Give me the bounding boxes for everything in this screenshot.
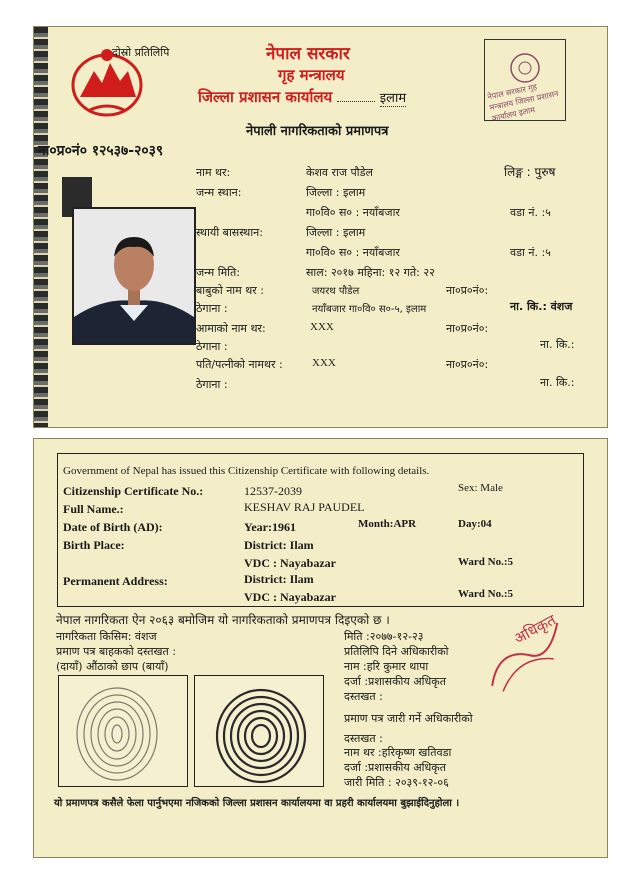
office-stamp: नेपाल सरकार गृह मन्त्रालय जिल्ला प्रशासन कार्यालय इलाम bbox=[484, 39, 566, 121]
perm-ward: वडा नं. :५ bbox=[510, 246, 551, 259]
father-address: नयाँबजार गा०वि० स०-५, इलाम bbox=[312, 304, 427, 315]
permanent-label-en: Permanent Address: bbox=[63, 574, 168, 588]
issue-date: जारी मिति : २०३९-१२-०६ bbox=[344, 776, 449, 789]
birth-ward-en: Ward No.:5 bbox=[458, 556, 513, 568]
permanent-label: स्थायी बासस्थान: bbox=[196, 226, 263, 239]
spouse-cert-label: ना०प्र०नं०: bbox=[446, 358, 489, 371]
full-name-label: Full Name.: bbox=[63, 502, 124, 516]
name-value: केशव राज पौडेल bbox=[306, 166, 373, 179]
copy-officer-post: दर्जा :प्रशासकीय अधिकृत bbox=[344, 675, 446, 688]
mother-value: XXX bbox=[310, 321, 334, 333]
torn-left-edge bbox=[34, 27, 48, 427]
birth-district: जिल्ला : इलाम bbox=[306, 186, 366, 199]
dob-ad-label: Date of Birth (AD): bbox=[63, 520, 163, 534]
spouse-nationality: ना. कि.: bbox=[540, 376, 575, 389]
header-office: जिल्ला प्रशासन कार्यालय इलाम bbox=[198, 88, 407, 106]
father-nationality: ना. कि.: वंशज bbox=[510, 300, 573, 313]
sex-value: Sex: Male bbox=[458, 482, 503, 494]
mother-cert-label: ना०प्र०नं०: bbox=[446, 322, 489, 335]
intro-line: Government of Nepal has issued this Citizenship Certificate with following details. bbox=[63, 465, 430, 477]
birth-place-label: Birth Place: bbox=[63, 538, 125, 552]
issuing-officer-name: नाम थर :हरिकृष्ण खतिवडा bbox=[344, 746, 452, 759]
father-address-label: ठेगाना : bbox=[196, 302, 228, 315]
header-government: नेपाल सरकार bbox=[266, 44, 350, 64]
cert-no-value: 12537-2039 bbox=[244, 484, 302, 498]
birth-vdc: गा०वि० स० : नयाँबजार bbox=[306, 206, 400, 219]
citizenship-front-card bbox=[33, 26, 608, 428]
father-value: जयरथ पौडेल bbox=[312, 286, 360, 297]
name-label: नाम थर: bbox=[196, 166, 231, 179]
birthplace-label: जन्म स्थान: bbox=[196, 186, 242, 199]
dob-label: जन्म मिति: bbox=[196, 266, 240, 279]
perm-district-en: District: Ilam bbox=[244, 572, 314, 586]
thumbprint-labels: (दायाँ) औंठाको छाप (बायाँ) bbox=[56, 660, 169, 673]
holder-photo bbox=[72, 207, 196, 345]
left-thumbprint bbox=[194, 675, 324, 787]
spouse-value: XXX bbox=[312, 357, 336, 369]
header-ministry: गृह मन्त्रालय bbox=[278, 66, 345, 84]
birth-ward: वडा नं. :५ bbox=[510, 206, 551, 219]
copy-officer-label: प्रतिलिपि दिने अधिकारीको bbox=[344, 645, 449, 658]
perm-vdc: गा०वि० स० : नयाँबजार bbox=[306, 246, 400, 259]
issuing-officer-label: प्रमाण पत्र जारी गर्ने अधिकारीको bbox=[344, 712, 473, 725]
mother-label: आमाको नाम थर: bbox=[196, 322, 266, 335]
dob-year: Year:1961 bbox=[244, 520, 296, 534]
issuing-officer-post: दर्जा :प्रशासकीय अधिकृत bbox=[344, 761, 446, 774]
dob-value: साल: २०१७ महिना: १२ गते: २२ bbox=[306, 266, 435, 279]
full-name-value: KESHAV RAJ PAUDEL bbox=[244, 500, 365, 514]
officer-stamp: अधिकृत bbox=[462, 594, 597, 716]
perm-vdc-en: VDC : Nayabazar bbox=[244, 590, 336, 604]
perm-ward-en: Ward No.:5 bbox=[458, 588, 513, 600]
right-thumbprint bbox=[58, 675, 188, 787]
spouse-address-label: ठेगाना : bbox=[196, 378, 228, 391]
act-line: नेपाल नागरिकता ऐन २०६३ बमोजिम यो नागरिकताको प्रमाणपत्र दिइएको छ । bbox=[56, 613, 390, 627]
citizenship-type: नागरिकता किसिम: वंशज bbox=[56, 630, 157, 643]
perm-district: जिल्ला : इलाम bbox=[306, 226, 366, 239]
spouse-label: पति/पत्नीको नामथर : bbox=[196, 358, 283, 371]
dob-day: Day:04 bbox=[458, 518, 492, 530]
certificate-title: नेपाली नागरिकताको प्रमाणपत्र bbox=[246, 124, 389, 139]
cert-number: ना०प्र०नं० १२५३७-२०३९ bbox=[38, 143, 164, 159]
cert-no-label: Citizenship Certificate No.: bbox=[63, 484, 204, 498]
copy-date: मिति :२०७७-१२-२३ bbox=[344, 630, 424, 643]
footer-note: यो प्रमाणपत्र कसैले फेला पार्नुभएमा नजिकको जिल्ला प्रशासन कार्यालयमा वा प्रहरी कार्यालयमा बुझाईदिनुहोला । bbox=[54, 798, 460, 809]
issuing-officer-signature: दस्तखत : bbox=[344, 732, 383, 745]
mother-nationality: ना. कि.: bbox=[540, 338, 575, 351]
english-details-box bbox=[57, 453, 584, 607]
mother-address-label: ठेगाना : bbox=[196, 340, 228, 353]
holder-signature-label: प्रमाण पत्र बाहकको दस्तखत : bbox=[56, 645, 177, 658]
second-copy-label: दोस्रो प्रतिलिपि bbox=[112, 46, 170, 59]
copy-officer-signature: दस्तखत : bbox=[344, 690, 383, 703]
copy-officer-name: नाम :हरि कुमार थापा bbox=[344, 660, 429, 673]
dob-month: Month:APR bbox=[358, 518, 417, 530]
sex-field: लिङ्ग : पुरुष bbox=[504, 165, 556, 179]
father-cert-label: ना०प्र०नं०: bbox=[446, 284, 489, 297]
birth-district-en: District: Ilam bbox=[244, 538, 314, 552]
father-label: बाबुको नाम थर : bbox=[196, 284, 264, 297]
citizenship-back-card bbox=[33, 438, 608, 858]
birth-vdc-en: VDC : Nayabazar bbox=[244, 556, 336, 570]
